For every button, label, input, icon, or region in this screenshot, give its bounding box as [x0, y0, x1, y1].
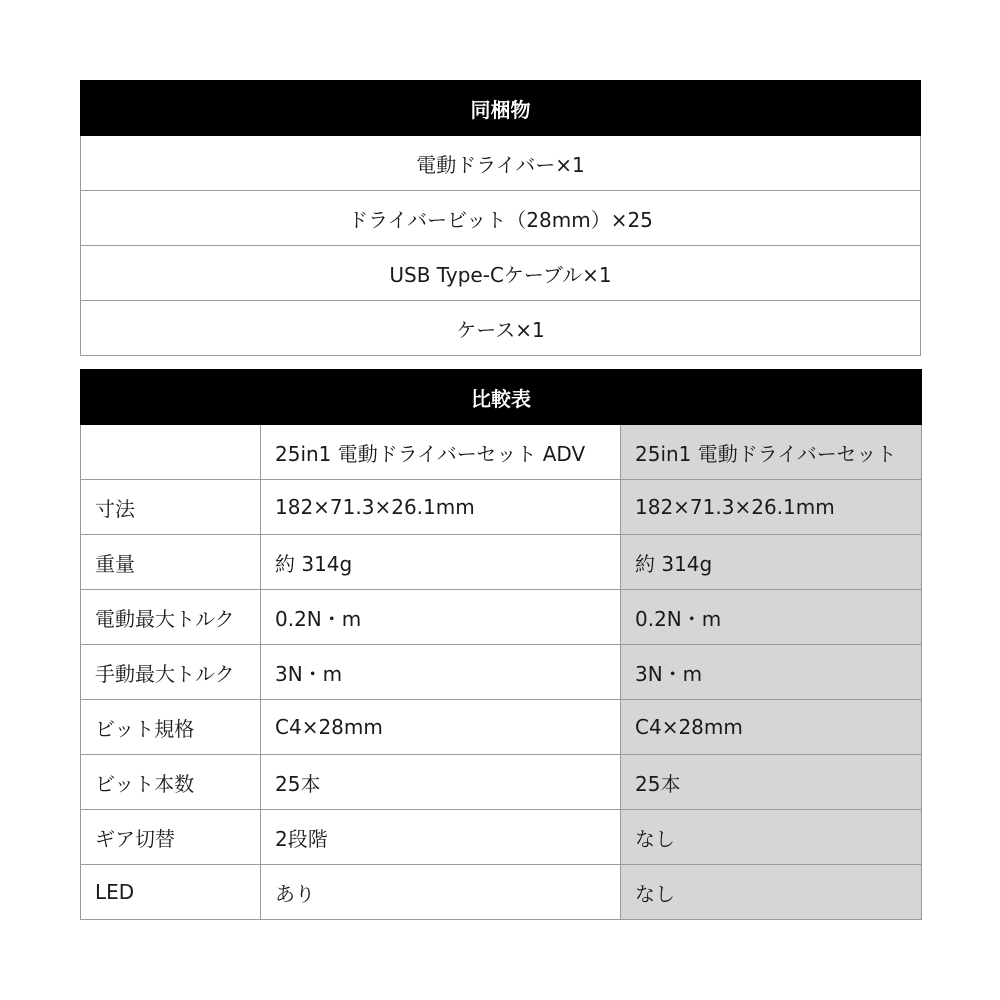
spec-value-adv: 3N・m: [261, 645, 621, 700]
spec-value-standard: なし: [621, 865, 922, 920]
spec-label: 寸法: [81, 480, 261, 535]
comparison-row: [81, 755, 922, 810]
column-header-spec: [81, 425, 261, 480]
comparison-row: [81, 700, 922, 755]
comparison-row: [81, 645, 922, 700]
comparison-row: [81, 480, 922, 535]
comparison-row: [81, 810, 922, 865]
contents-row: [81, 191, 921, 246]
spec-value-adv: 約 314g: [261, 535, 621, 590]
spec-label: 重量: [81, 535, 261, 590]
comparison-table: [80, 369, 922, 920]
contents-row: [81, 246, 921, 301]
spec-value-adv: 25本: [261, 755, 621, 810]
contents-title: 同梱物: [81, 81, 921, 136]
column-header-standard: 25in1 電動ドライバーセット: [621, 425, 922, 480]
spec-value-adv: あり: [261, 865, 621, 920]
spec-value-standard: 3N・m: [621, 645, 922, 700]
spec-label: ビット規格: [81, 700, 261, 755]
spec-label: LED: [81, 865, 261, 920]
contents-item: 電動ドライバー×1: [81, 136, 921, 191]
spec-value-adv: 0.2N・m: [261, 590, 621, 645]
comparison-row: [81, 535, 922, 590]
contents-item: ケース×1: [81, 301, 921, 356]
contents-header-row: [81, 81, 921, 136]
spec-label: ギア切替: [81, 810, 261, 865]
spec-value-standard: 182×71.3×26.1mm: [621, 480, 922, 535]
spec-label: 手動最大トルク: [81, 645, 261, 700]
column-header-adv: 25in1 電動ドライバーセット ADV: [261, 425, 621, 480]
spec-value-standard: C4×28mm: [621, 700, 922, 755]
contents-row: [81, 301, 921, 356]
comparison-row: [81, 590, 922, 645]
spec-value-adv: C4×28mm: [261, 700, 621, 755]
comparison-title: 比較表: [81, 370, 922, 425]
contents-row: [81, 136, 921, 191]
comparison-row: [81, 865, 922, 920]
spec-value-standard: 25本: [621, 755, 922, 810]
spec-value-adv: 182×71.3×26.1mm: [261, 480, 621, 535]
spec-label: ビット本数: [81, 755, 261, 810]
comparison-header-row: [81, 370, 922, 425]
spec-value-standard: 0.2N・m: [621, 590, 922, 645]
contents-table: [80, 80, 921, 356]
contents-item: USB Type-Cケーブル×1: [81, 246, 921, 301]
spec-value-standard: 約 314g: [621, 535, 922, 590]
spec-value-adv: 2段階: [261, 810, 621, 865]
spec-value-standard: なし: [621, 810, 922, 865]
contents-item: ドライバービット（28mm）×25: [81, 191, 921, 246]
comparison-column-headers: [81, 425, 922, 480]
spec-label: 電動最大トルク: [81, 590, 261, 645]
